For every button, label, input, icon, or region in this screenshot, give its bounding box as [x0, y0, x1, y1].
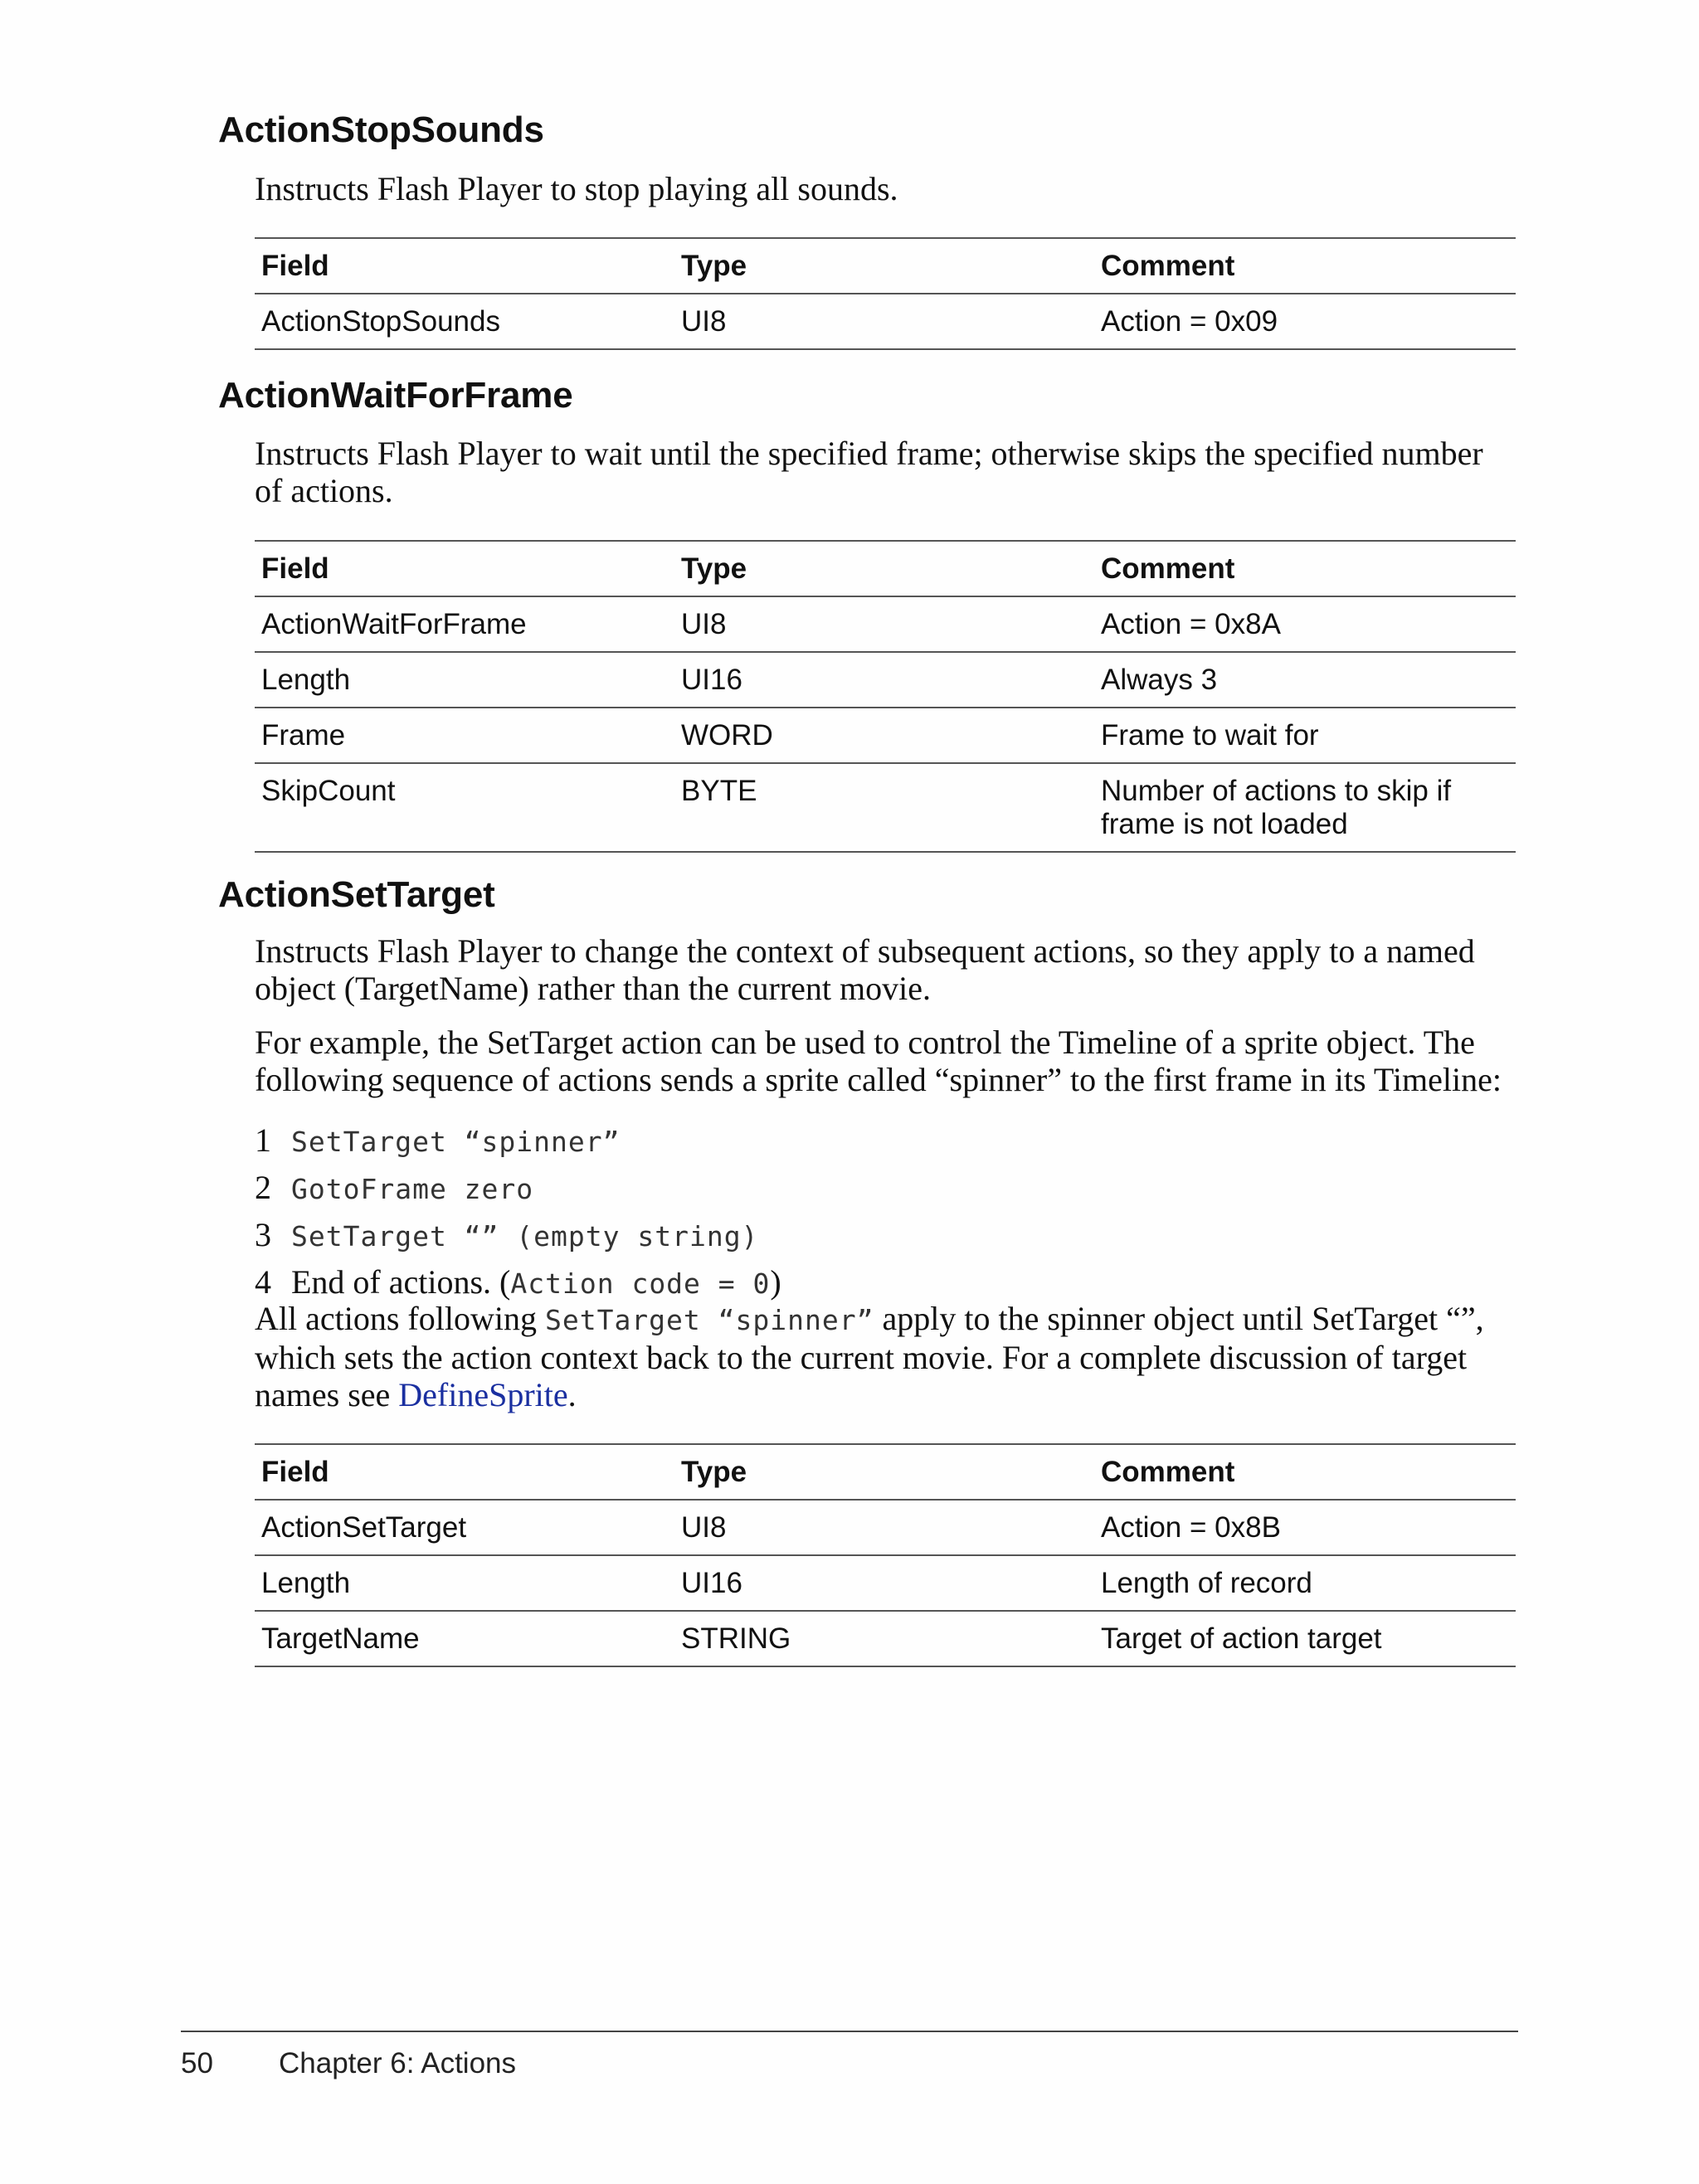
chapter-title: Chapter 6: Actions: [279, 2047, 516, 2079]
cell-comment: Target of action target: [1094, 1611, 1516, 1666]
list-item: [255, 1116, 781, 1164]
closing-paragraph: [255, 1300, 1516, 1413]
field-table-actionstopsounds: [255, 237, 1516, 350]
cell-comment: Action = 0x09: [1094, 294, 1516, 349]
cell-field: ActionSetTarget: [255, 1500, 674, 1555]
section-description: Instructs Flash Player to stop playing all sounds.: [255, 170, 898, 207]
cell-field: ActionStopSounds: [255, 294, 674, 349]
cell-type: UI8: [674, 294, 1094, 349]
column-header-field: Field: [255, 1444, 674, 1500]
list-item: [255, 1211, 781, 1258]
table-row: [255, 763, 1516, 852]
cell-comment: Action = 0x8A: [1094, 596, 1516, 652]
table-row: [255, 596, 1516, 652]
cell-comment: Always 3: [1094, 652, 1516, 708]
table-row: [255, 1611, 1516, 1666]
column-header-field: Field: [255, 541, 674, 596]
cell-comment: Frame to wait for: [1094, 708, 1516, 763]
inline-code: SetTarget “spinner”: [544, 1304, 874, 1336]
section-description: Instructs Flash Player to change the context of subsequent actions, so they apply to a named object (TargetName) rather than the current movie.: [255, 932, 1475, 1007]
cell-type: WORD: [674, 708, 1094, 763]
table-row: [255, 652, 1516, 708]
table-header-row: [255, 541, 1516, 596]
page-number: 50: [181, 2047, 213, 2079]
example-intro: For example, the SetTarget action can be used to control the Timeline of a sprite object. The following sequence of actions sends a sprite called “spinner” to the first frame in its Timeline:: [255, 1024, 1502, 1098]
column-header-type: Type: [674, 1444, 1094, 1500]
cell-comment: Action = 0x8B: [1094, 1500, 1516, 1555]
step-code: SetTarget “spinner”: [291, 1126, 621, 1158]
cell-comment: Length of record: [1094, 1555, 1516, 1611]
closing-text-middle: apply to the spinner object until SetTarget “”, which sets the action context back to the current movie. For a complete discussion of target names see: [255, 1300, 1484, 1413]
column-header-comment: Comment: [1094, 1444, 1516, 1500]
cell-type: UI8: [674, 1500, 1094, 1555]
section-description: Instructs Flash Player to wait until the specified frame; otherwise skips the specified number of actions.: [255, 435, 1483, 509]
cell-field: Length: [255, 1555, 674, 1611]
table-row: [255, 1555, 1516, 1611]
column-header-type: Type: [674, 541, 1094, 596]
step-number: 3: [255, 1216, 271, 1253]
step-code: Action code = 0: [510, 1267, 771, 1300]
column-header-comment: Comment: [1094, 238, 1516, 294]
cell-field: TargetName: [255, 1611, 674, 1666]
step-text: End of actions. (: [291, 1263, 511, 1301]
column-header-type: Type: [674, 238, 1094, 294]
closing-text-before: All actions following: [255, 1300, 545, 1337]
cell-type: UI16: [674, 652, 1094, 708]
list-item: [255, 1258, 781, 1306]
cell-field: SkipCount: [255, 763, 674, 852]
step-number: 2: [255, 1169, 271, 1206]
page-footer: [181, 2047, 516, 2080]
table-row: [255, 294, 1516, 349]
column-header-field: Field: [255, 238, 674, 294]
step-code: GotoFrame zero: [291, 1173, 534, 1205]
step-code: SetTarget “” (empty string): [291, 1220, 759, 1253]
definesprite-link[interactable]: DefineSprite: [398, 1376, 568, 1413]
action-sequence-list: [255, 1116, 781, 1306]
column-header-comment: Comment: [1094, 541, 1516, 596]
step-number: 1: [255, 1121, 271, 1159]
table-header-row: [255, 1444, 1516, 1500]
cell-type: BYTE: [674, 763, 1094, 852]
field-table-actionsettarget: [255, 1443, 1516, 1667]
cell-type: STRING: [674, 1611, 1094, 1666]
table-row: [255, 1500, 1516, 1555]
footer-divider: [181, 2031, 1518, 2032]
list-item: [255, 1164, 781, 1211]
section-heading-actionstopsounds: ActionStopSounds: [218, 109, 544, 150]
cell-field: ActionWaitForFrame: [255, 596, 674, 652]
cell-type: UI16: [674, 1555, 1094, 1611]
field-table-actionwaitforframe: [255, 540, 1516, 853]
cell-type: UI8: [674, 596, 1094, 652]
closing-text-after: .: [567, 1376, 577, 1413]
step-number: 4: [255, 1263, 271, 1301]
cell-field: Length: [255, 652, 674, 708]
section-heading-actionsettarget: ActionSetTarget: [218, 874, 495, 915]
cell-comment: Number of actions to skip if frame is not loaded: [1094, 763, 1516, 852]
step-text-after: ): [770, 1263, 781, 1301]
table-header-row: [255, 238, 1516, 294]
table-row: [255, 708, 1516, 763]
cell-field: Frame: [255, 708, 674, 763]
section-heading-actionwaitforframe: ActionWaitForFrame: [218, 375, 573, 416]
